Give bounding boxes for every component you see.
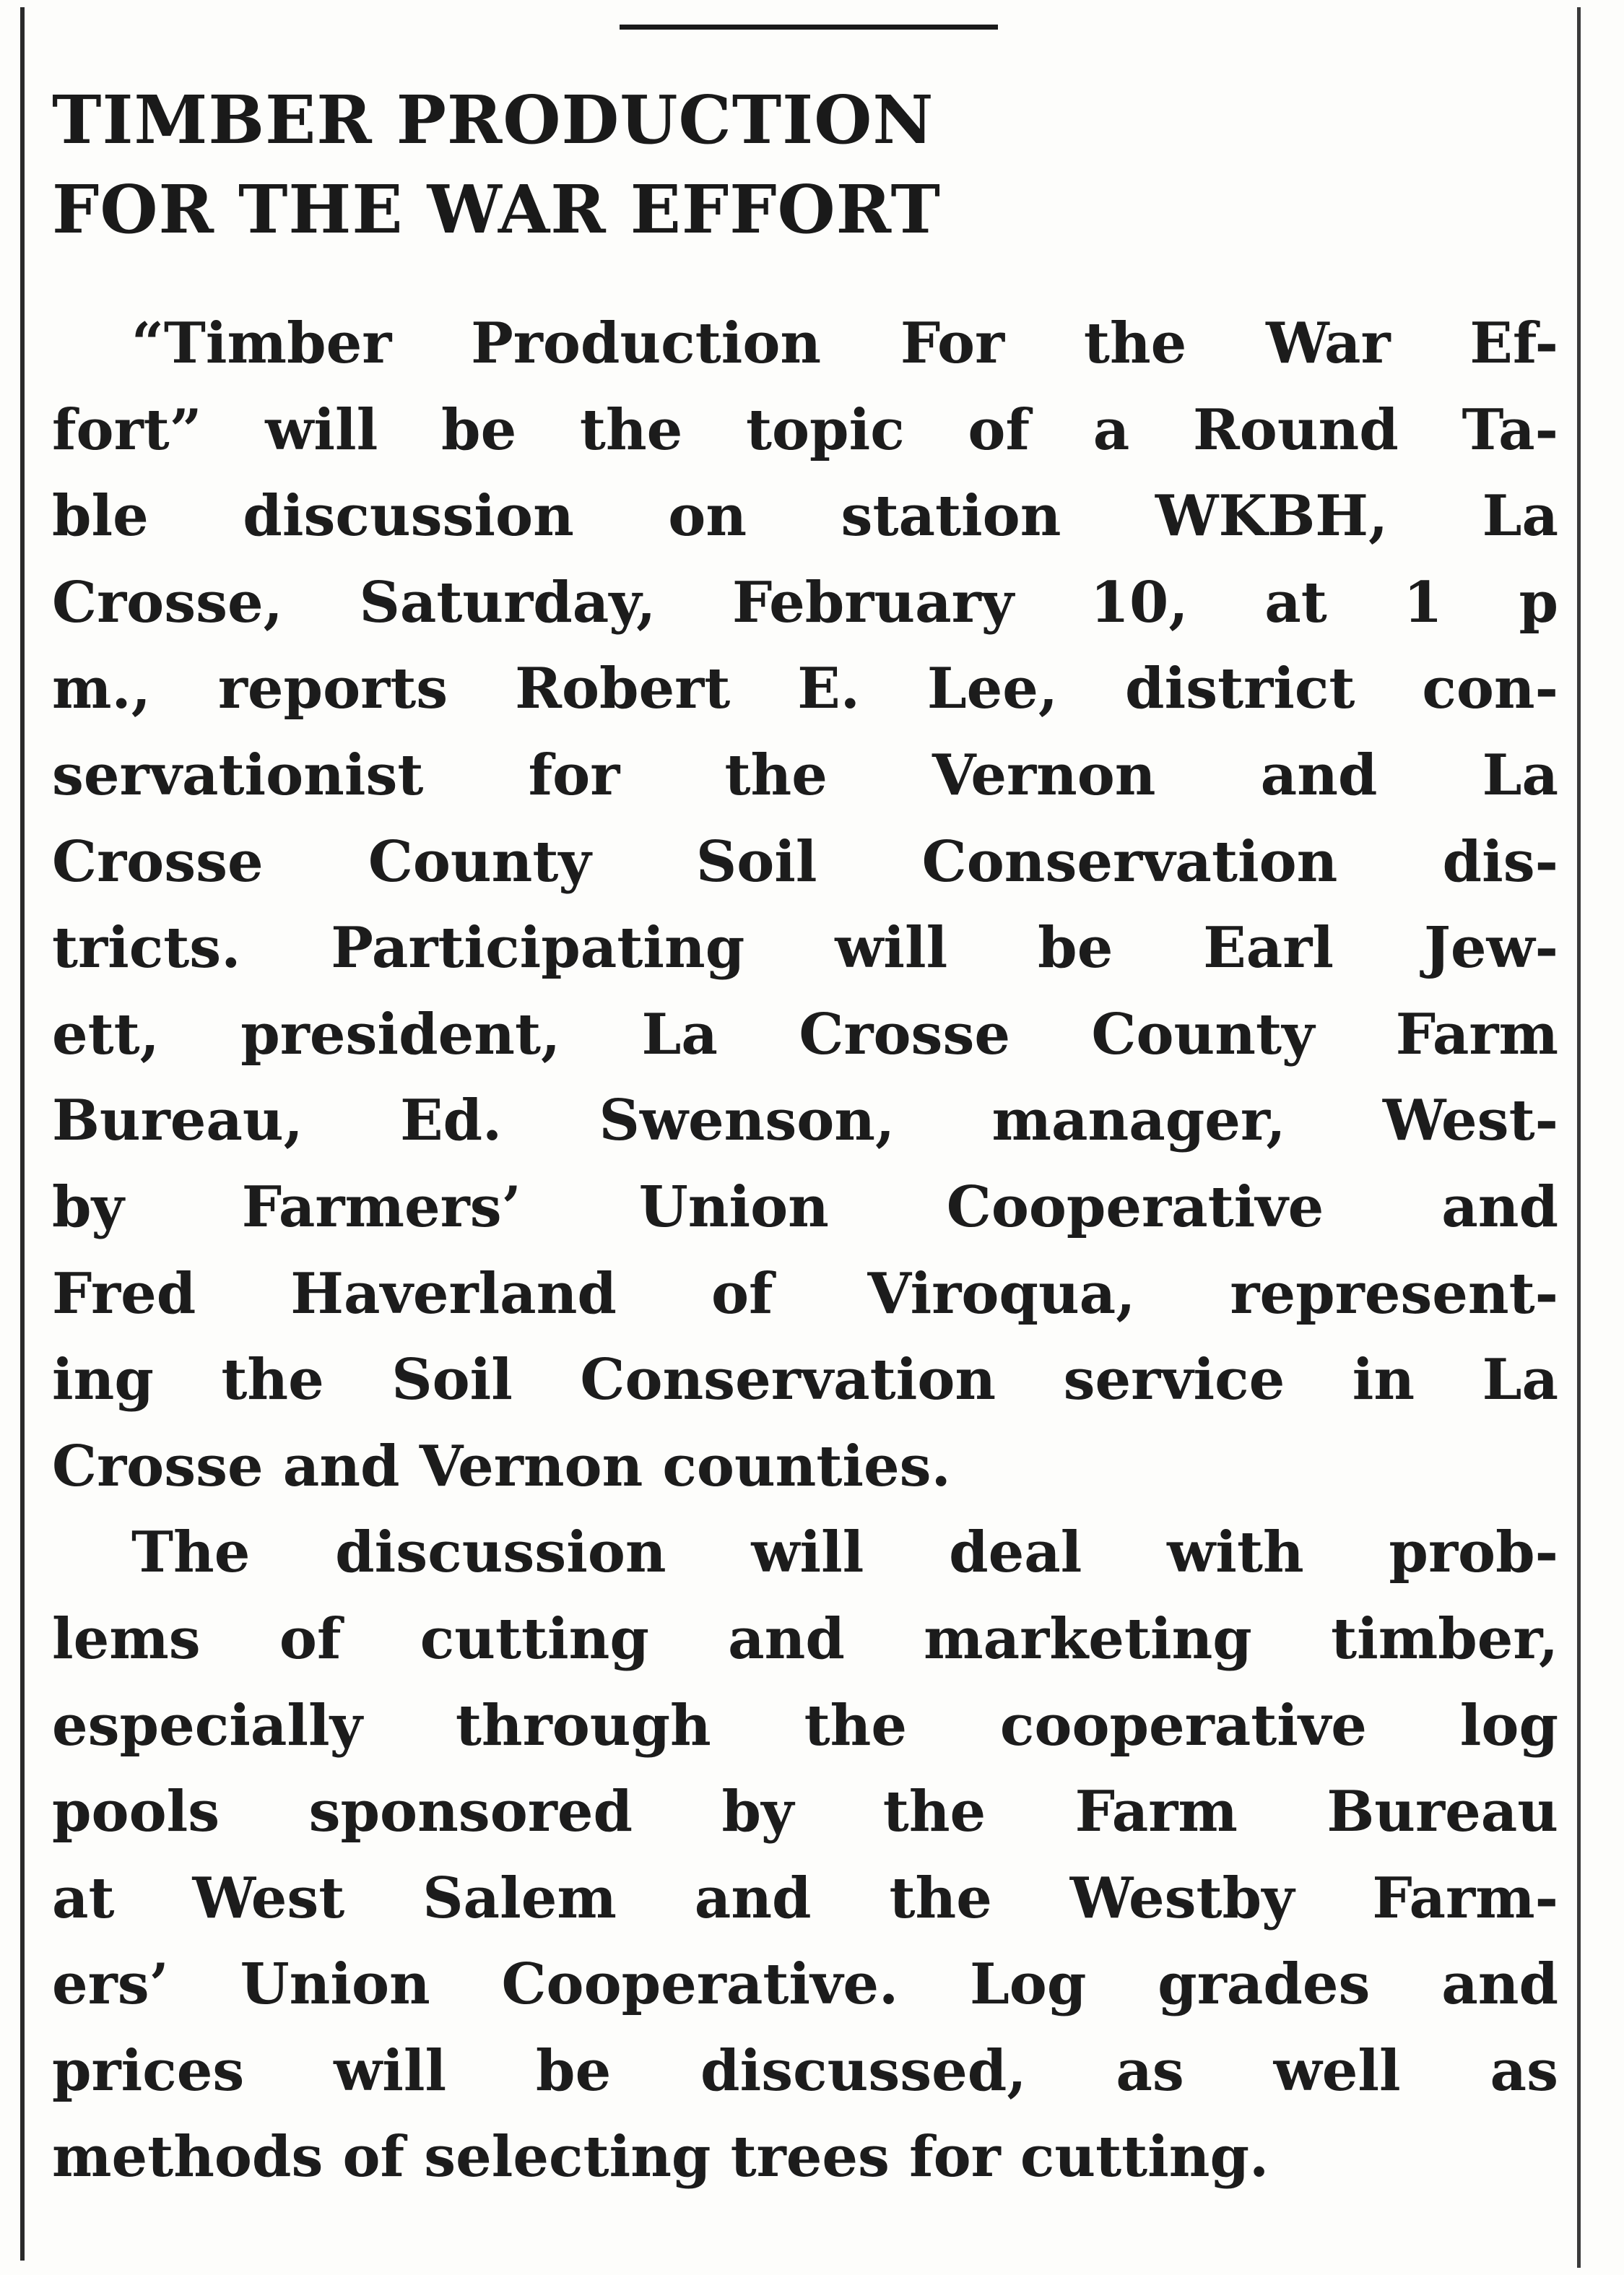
body-line: The discussion will deal with prob- [131,1520,1558,1586]
headline-line-2: FOR THE WAR EFFORT [52,170,941,248]
body-line: Fred Haverland of Viroqua, represent- [52,1260,1558,1327]
body-line: Crosse and Vernon counties. [52,1433,951,1499]
right-column-rule [1577,7,1581,2268]
body-line: at West Salem and the Westby Farm- [52,1865,1558,1931]
body-line: pools sponsored by the Farm Bureau [52,1779,1558,1845]
body-line: prices will be discussed, as well as [52,2037,1558,2104]
article-headline [52,75,1424,254]
top-divider-rule [620,25,998,30]
body-line: methods of selecting trees for cutting. [52,2124,1269,2190]
body-line: especially through the cooperative log [52,1692,1558,1759]
body-line: ers’ Union Cooperative. Log grades and [52,1951,1558,2018]
body-line: ett, president, La Crosse County Farm [52,1001,1558,1067]
paragraph-2 [52,1509,1558,2201]
body-line: fort” will be the topic of a Round Ta- [52,396,1558,463]
body-line: ing the Soil Conservation service in La [52,1347,1558,1413]
body-line: lems of cutting and marketing timber, [52,1606,1558,1672]
body-line: Bureau, Ed. Swenson, manager, West- [52,1088,1558,1154]
headline-line-1: TIMBER PRODUCTION [52,81,934,159]
body-line: m., reports Robert E. Lee, district con- [52,656,1558,722]
body-line: by Farmers’ Union Cooperative and [52,1174,1558,1240]
left-column-rule [20,7,25,2261]
paragraph-1 [52,300,1558,1509]
body-line: “Timber Production For the War Ef- [131,311,1558,376]
body-line: servationist for the Vernon and La [52,742,1558,808]
article-body [52,300,1558,2201]
body-line: ble discussion on station WKBH, La [52,483,1558,550]
body-line: Crosse, Saturday, February 10, at 1 p [52,569,1558,636]
body-line: tricts. Participating will be Earl Jew- [52,915,1558,982]
body-line: Crosse County Soil Conservation dis- [52,828,1558,895]
